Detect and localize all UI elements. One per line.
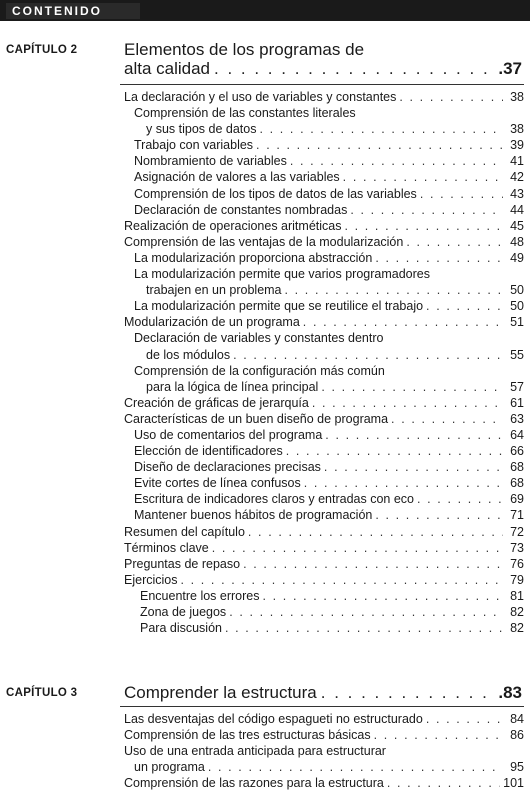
toc-entry-page: 86 [510,728,524,743]
toc-entry-text: Comprensión de las ventajas de la modularización [124,234,404,249]
toc-entry-text: La modularización permite que se reutilice el trabajo [134,299,424,314]
toc-entry-page: 45 [510,218,524,233]
dot-leader [212,540,503,556]
toc-entry [120,727,524,743]
dot-leader [181,572,504,588]
toc-entry [120,507,524,523]
toc-entry-page: 76 [510,556,524,571]
toc-entry-page: 71 [510,508,524,523]
toc-entry [120,282,524,298]
toc-entry-page: 79 [510,572,524,587]
toc-entry [120,347,524,363]
toc-entry-text: Declaración de constantes nombradas [134,202,348,217]
dot-leader [324,459,503,475]
dot-leader [229,604,503,620]
chapter-page: .83 [498,683,522,702]
toc-entry [120,395,524,411]
dot-leader [259,121,503,137]
toc-entry-text: Resumen del capítulo [124,524,245,539]
toc-entry [120,556,524,572]
dot-leader [374,727,503,743]
toc-entry-text: y sus tipos de datos [146,122,257,137]
toc-entry-text: trabajen en un problema [146,283,282,298]
toc-entry-text: Trabajo con variables [134,138,254,153]
dot-leader [344,218,503,234]
toc-entry [120,491,524,507]
toc-entry-text: Ejercicios [124,572,178,587]
chapter-title-line1: Elementos de los programas de [124,40,365,59]
toc-entry-page: 61 [510,395,524,410]
toc-entry [120,186,524,202]
toc-entry-page: 55 [510,347,524,362]
chapter-3-entries [120,711,524,791]
toc-entry [120,137,524,153]
chapter-2-entries [120,89,524,636]
toc-entry-page: 57 [510,379,524,394]
toc-entry-page: 51 [510,315,524,330]
toc-entry [120,411,524,427]
chapter-rule [120,84,524,85]
toc-entry-text: Comprensión de los tipos de datos de las variables [134,186,417,201]
dot-leader [387,775,500,791]
dot-leader [426,711,503,727]
toc-entry [120,314,524,330]
toc-entry-text: Para discusión [140,621,222,636]
toc-entry-page: 66 [510,444,524,459]
toc-entry [120,620,524,636]
toc-entry-page: 68 [510,476,524,491]
section-header: CONTENIDO [6,3,140,19]
toc-entry [120,202,524,218]
toc-entry-page: 73 [510,540,524,555]
toc-entry [120,105,524,121]
toc-entry-text: de los módulos [146,347,231,362]
toc-entry-page: 43 [510,186,524,201]
toc-entry-text: Comprensión de las constantes literales [134,106,356,121]
dot-leader [312,395,503,411]
dot-leader [285,282,503,298]
toc-entry-page: 95 [510,760,524,775]
dot-leader [263,588,503,604]
toc-entry [120,588,524,604]
toc-entry-text: Evite cortes de línea confusos [134,476,301,491]
dot-leader [233,347,503,363]
toc-entry-text: Diseño de declaraciones precisas [134,460,321,475]
toc-entry-text: Realización de operaciones aritméticas [124,218,342,233]
toc-entry [120,443,524,459]
dot-leader [343,169,503,185]
toc-entry-text: Uso de una entrada anticipada para estructurar [124,744,386,759]
toc-entry-text: Nombramiento de variables [134,154,287,169]
toc-entry-page: 64 [510,427,524,442]
toc-entry-page: 84 [510,712,524,726]
chapter-3-label: CAPÍTULO 3 [6,687,78,699]
toc-entry-text: Uso de comentarios del programa [134,427,323,442]
dot-leader [426,298,503,314]
dot-leader [399,89,503,105]
dot-leader [214,59,494,78]
toc-entry-text: Declaración de variables y constantes dentro [134,331,384,346]
dot-leader [417,491,503,507]
toc-entry-page: 82 [510,605,524,619]
dot-leader [321,379,503,395]
toc-entry [120,266,524,282]
chapter-page: .37 [498,59,522,78]
toc-entry-text: Asignación de valores a las variables [134,170,340,185]
toc-entry-text: Escritura de indicadores claros y entradas con eco [134,492,415,507]
dot-leader [350,202,503,218]
chapter-2-title [124,40,522,78]
dot-leader [420,186,503,202]
toc-entry-page: 101 [503,776,524,791]
dot-leader [321,683,495,702]
toc-entry [120,169,524,185]
chapter-3-title [124,683,522,702]
dot-leader [406,234,503,250]
toc-entry-text: La modularización permite que varios programadores [134,267,430,282]
dot-leader [375,507,503,523]
toc-entry [120,711,524,727]
toc-entry [120,250,524,266]
dot-leader [248,524,503,540]
toc-entry [120,379,524,395]
toc-entry-text: Las desventajas del código espagueti no estructurado [124,712,423,726]
toc-entry [120,363,524,379]
toc-entry-text: Creación de gráficas de jerarquía [124,395,309,410]
toc-entry-page: 41 [510,154,524,169]
toc-entry-text: Comprensión de las razones para la estructura [124,776,384,791]
chapter-2-label: CAPÍTULO 2 [6,44,78,56]
toc-entry-page: 69 [510,492,524,507]
dot-leader [256,137,503,153]
chapter-title-line1: Comprender la estructura [124,683,317,702]
toc-entry-text: para la lógica de línea principal [146,379,319,394]
toc-entry-page: 38 [510,122,524,137]
toc-entry-text: Términos clave [124,540,209,555]
header-bar [0,0,530,21]
toc-entry-text: Elección de identificadores [134,444,283,459]
toc-entry-page: 68 [510,460,524,475]
toc-entry-page: 39 [510,138,524,153]
toc-entry-text: Mantener buenos hábitos de programación [134,508,373,523]
dot-leader [243,556,503,572]
toc-entry-page: 42 [510,170,524,185]
toc-entry [120,427,524,443]
dot-leader [375,250,503,266]
toc-entry-page: 50 [510,283,524,298]
dot-leader [208,759,503,775]
dot-leader [304,475,503,491]
toc-entry [120,121,524,137]
toc-entry-text: Comprensión de las tres estructuras básicas [124,728,371,743]
dot-leader [303,314,503,330]
toc-entry-text: Comprensión de la configuración más común [134,363,385,378]
toc-entry [120,475,524,491]
toc-entry [120,89,524,105]
chapter-title-line2: alta calidad [124,59,211,78]
toc-entry-text: Encuentre los errores [140,588,260,603]
toc-entry-page: 82 [510,621,524,636]
toc-entry [120,459,524,475]
toc-entry [120,330,524,346]
dot-leader [290,153,503,169]
dot-leader [225,620,503,636]
toc-entry-page: 63 [510,411,524,426]
toc-entry [120,604,524,620]
toc-entry-page: 38 [510,90,524,104]
toc-entry-page: 72 [510,524,524,539]
toc-entry-text: Zona de juegos [140,605,227,619]
toc-entry-text: Preguntas de repaso [124,556,241,571]
toc-entry-page: 50 [510,299,524,314]
toc-entry-page: 81 [510,588,524,603]
toc-entry [120,540,524,556]
toc-entry [120,153,524,169]
toc-entry-page: 49 [510,250,524,265]
toc-entry [120,298,524,314]
toc-entry-text: un programa [134,760,205,775]
toc-entry-page: 44 [510,202,524,217]
toc-entry [120,743,524,759]
toc-entry-text: La modularización proporciona abstracción [134,250,373,265]
chapter-rule [120,706,524,707]
toc-entry-text: Modularización de un programa [124,315,300,330]
toc-entry [120,572,524,588]
toc-entry [120,234,524,250]
toc-entry [120,524,524,540]
dot-leader [391,411,503,427]
dot-leader [286,443,503,459]
toc-entry-page: 48 [510,234,524,249]
toc-entry [120,759,524,775]
toc-entry-text: Características de un buen diseño de programa [124,411,389,426]
toc-entry [120,775,524,791]
toc-entry-text: La declaración y el uso de variables y constantes [124,90,397,104]
toc-entry [120,218,524,234]
dot-leader [325,427,503,443]
